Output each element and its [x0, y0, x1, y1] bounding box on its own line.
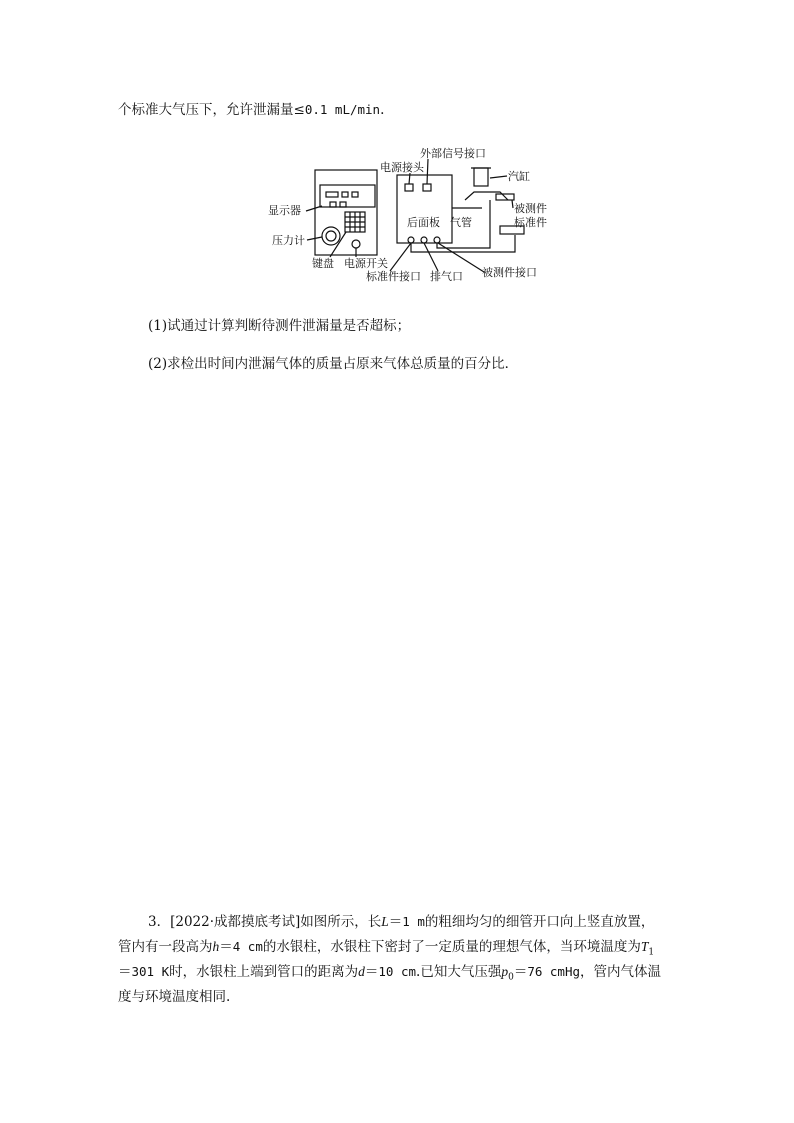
- cylinder-icon: [474, 168, 488, 186]
- intro-line: [118, 100, 384, 120]
- value-T: 301 K: [131, 964, 170, 979]
- display-button: [342, 192, 348, 197]
- problem3-line4: 度与环境温度相同.: [118, 989, 231, 1005]
- problem3-line1: [148, 912, 654, 932]
- var-d: d: [358, 964, 365, 979]
- text-fragment: ＝: [364, 964, 379, 980]
- exhaust-port-icon: [421, 237, 427, 243]
- value-L: 1 m: [402, 914, 425, 929]
- value-d: 10 cm: [378, 964, 417, 979]
- leak-tester-diagram: [260, 140, 550, 290]
- panel-button: [340, 202, 346, 207]
- label-test-piece: 被测件: [514, 202, 547, 215]
- text-fragment: 的粗细均匀的细管开口向上竖直放置，: [424, 914, 655, 930]
- question-2: (2)求检出时间内泄漏气体的质量占原来气体总质量的百分比．: [148, 356, 519, 372]
- question-1: (1)试通过计算判断待测件泄漏量是否超标；: [148, 318, 411, 334]
- label-exhaust-port: 排气口: [430, 270, 463, 283]
- problem-number: 3．: [148, 914, 171, 930]
- label-standard-piece: 标准件: [514, 216, 547, 229]
- sub-1: 1: [648, 947, 655, 958]
- label-gas-pipe: 气管: [450, 216, 472, 229]
- intro-value: 0.1 mL/min: [304, 102, 381, 117]
- problem3-line2: [118, 937, 654, 963]
- text-fragment: ＝: [513, 964, 528, 980]
- power-switch-icon: [352, 240, 360, 248]
- display-button: [352, 192, 358, 197]
- var-p: p: [501, 964, 509, 979]
- text-fragment: ，管内气体温: [580, 964, 661, 980]
- power-connector-icon: [405, 184, 413, 191]
- panel-button: [330, 202, 336, 207]
- cylinder-base: [465, 192, 508, 200]
- text-fragment: ＝: [388, 914, 403, 930]
- signal-connector-icon: [423, 184, 431, 191]
- var-L: L: [381, 914, 389, 929]
- text-fragment: 的水银柱，水银柱下密封了一定质量的理想气体，当环境温度为: [262, 939, 641, 955]
- text-fragment: 管内有一段高为: [118, 939, 213, 955]
- text-fragment: 如图所示，长: [300, 914, 382, 930]
- var-T: T: [640, 939, 649, 954]
- label-display: 显示器: [268, 204, 301, 217]
- display-screen: [326, 192, 338, 197]
- label-cylinder: 汽缸: [508, 170, 530, 183]
- problem3-line3: [118, 962, 661, 988]
- label-external-signal: 外部信号接口: [420, 147, 486, 160]
- sub-0: 0: [508, 972, 514, 983]
- label-power-switch: 电源开关: [344, 257, 388, 270]
- text-fragment: ＝: [219, 939, 233, 955]
- problem-source: [2022·成都摸底考试]: [170, 914, 301, 930]
- var-h: h: [212, 939, 220, 954]
- label-keyboard: 键盘: [312, 257, 334, 270]
- text-fragment: 时，水银柱上端到管口的距离为: [169, 964, 359, 980]
- label-pressure-gauge: 压力计: [272, 234, 305, 247]
- label-rear-panel: 后面板: [407, 216, 440, 229]
- text-fragment: .已知大气压强: [416, 964, 502, 980]
- intro-prefix: 个标准大气压下，允许泄漏量≤: [118, 102, 305, 118]
- pressure-gauge-icon: [322, 227, 340, 245]
- intro-suffix: .: [380, 102, 385, 118]
- text-fragment: ＝: [118, 964, 132, 980]
- label-power-connector: 电源接头: [380, 161, 424, 174]
- label-test-port: 被测件接口: [482, 266, 537, 279]
- value-p: 76 cmHg: [527, 964, 580, 979]
- value-h: 4 cm: [232, 939, 263, 954]
- label-standard-port: 标准件接口: [366, 270, 421, 283]
- test-port-icon: [434, 237, 440, 243]
- standard-port-icon: [408, 237, 414, 243]
